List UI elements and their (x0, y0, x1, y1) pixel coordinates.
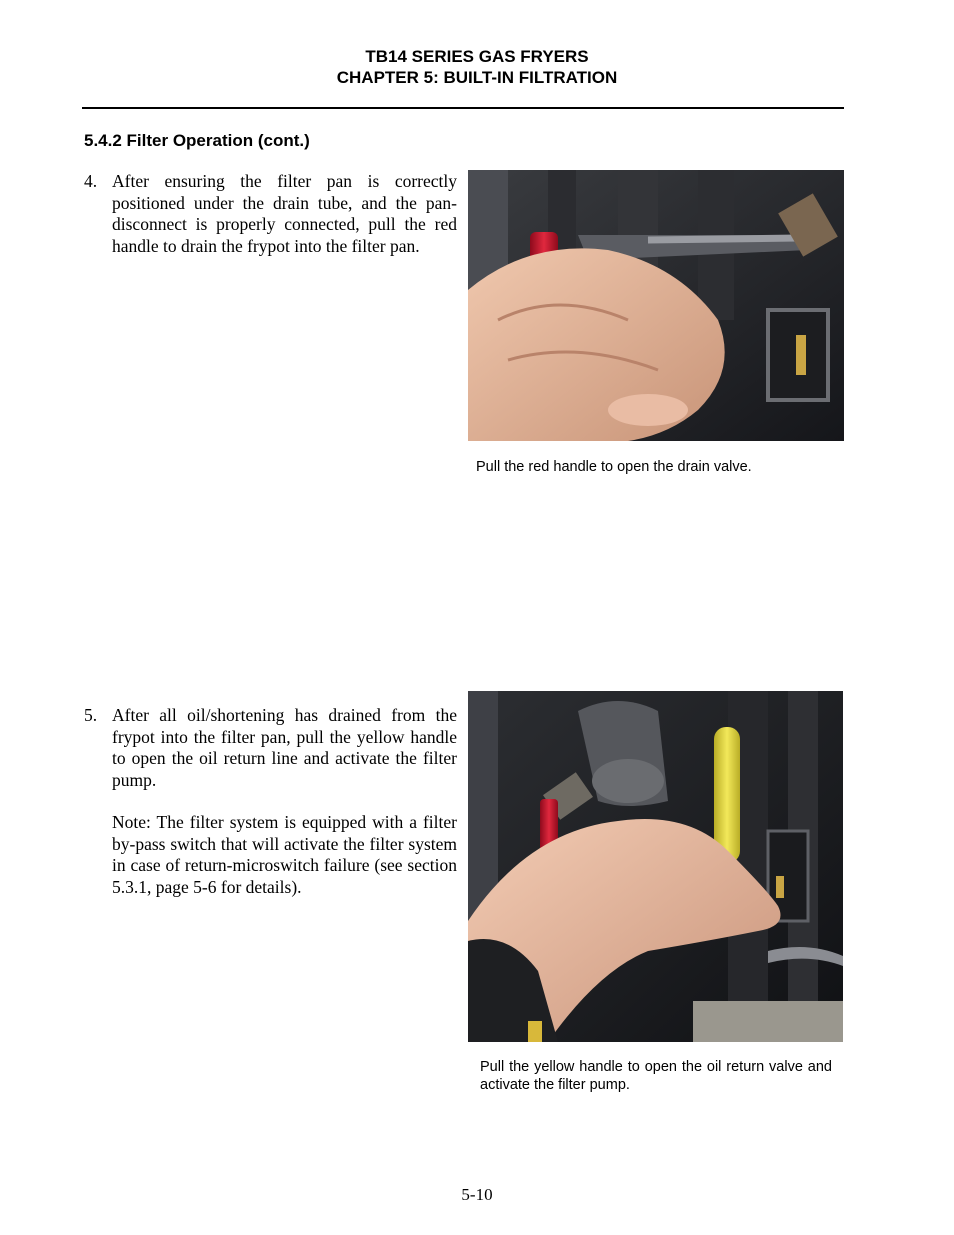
header-rule (82, 107, 844, 109)
section-title: 5.4.2 Filter Operation (cont.) (84, 131, 310, 150)
step-5-number: 5. (84, 705, 98, 725)
header-title: TB14 SERIES GAS FRYERS (365, 47, 589, 66)
header-chapter: CHAPTER 5: BUILT-IN FILTRATION (336, 68, 618, 87)
step-5-text: After all oil/shortening has drained from the frypot into the filter pan, pull the yellow handle to open the oil return line and activate the filter pump. (112, 705, 457, 790)
step-5-note: Note: The filter system is equipped with a filter by-pass switch that will activate the filter system in case of return-microswitch failure (see section 5.3.1, page 5-6 for details). (112, 812, 457, 897)
photo-yellow-handle (468, 691, 843, 1042)
caption-yellow-handle: Pull the yellow handle to open the oil return valve and activate the filter pump. (480, 1059, 832, 1093)
page-number: 5-10 (461, 1185, 493, 1204)
caption-red-handle: Pull the red handle to open the drain valve. (476, 459, 752, 475)
step-4-number: 4. (84, 171, 98, 191)
step-4-text: After ensuring the filter pan is correctly positioned under the drain tube, and the pan-disconnect is properly connected, pull the red handle to drain the frypot into the filter pan. (112, 171, 457, 256)
photo-red-handle (468, 170, 844, 441)
